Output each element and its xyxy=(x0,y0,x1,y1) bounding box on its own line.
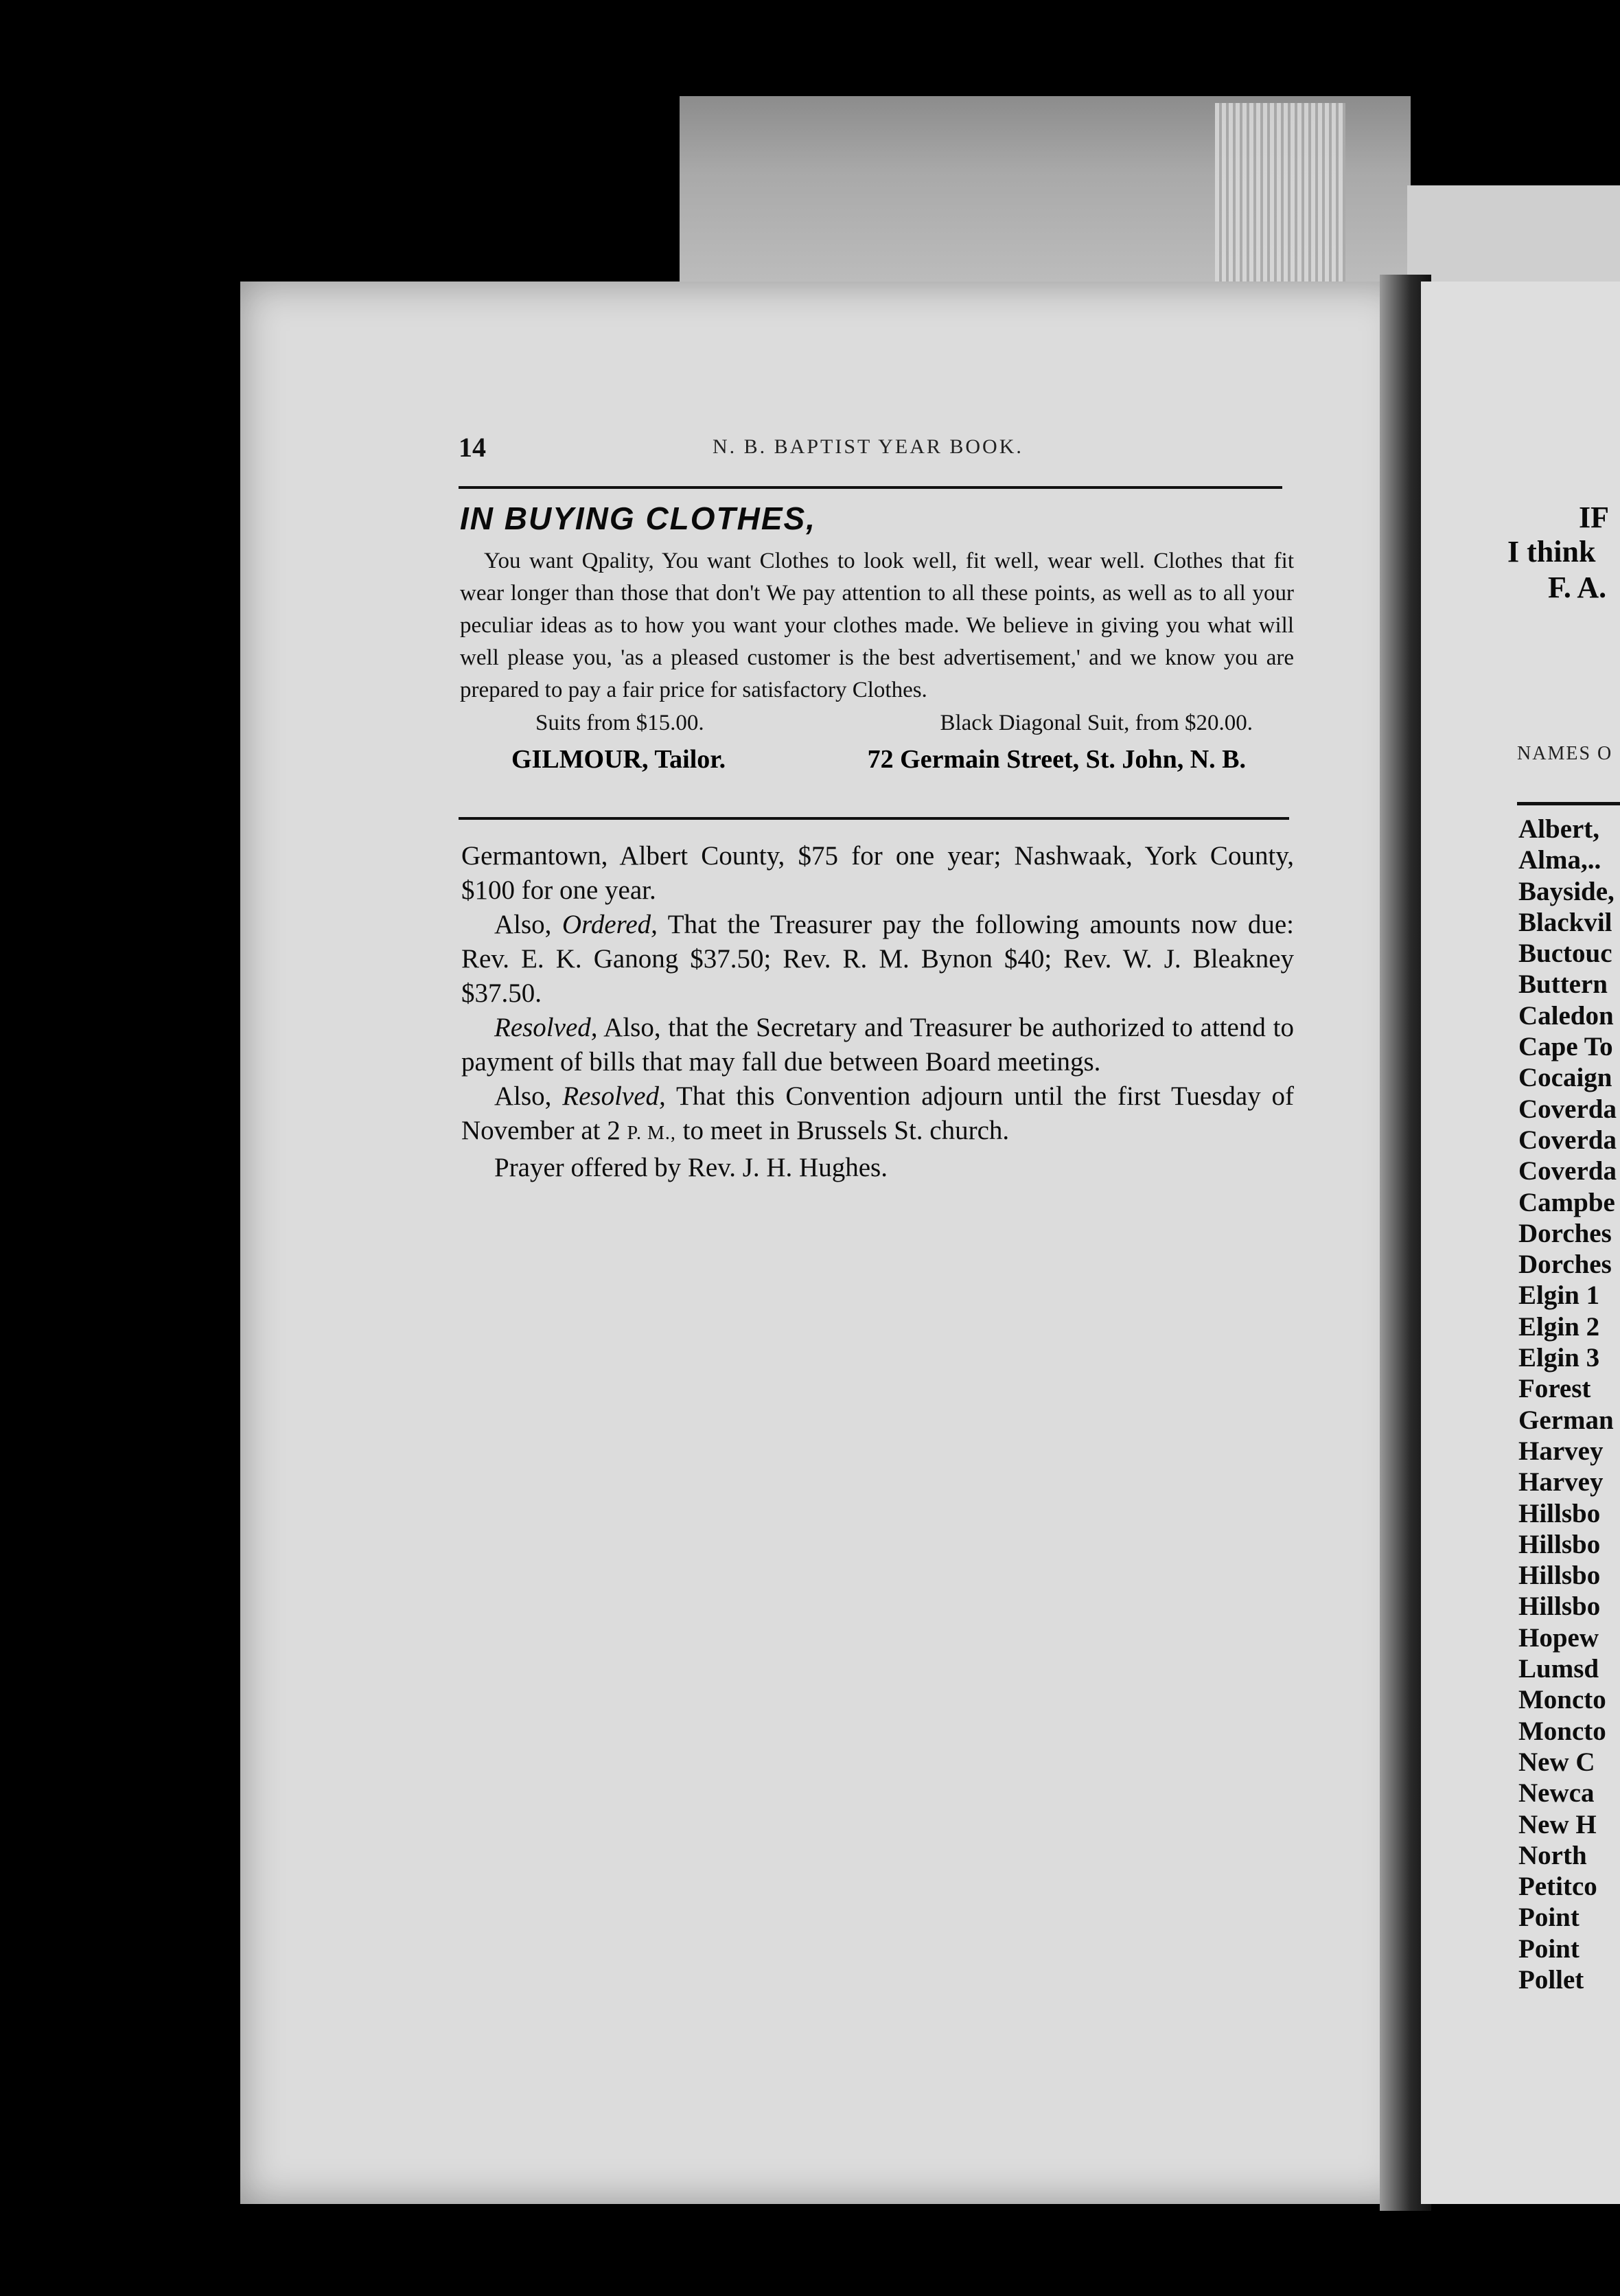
list-item: Cocaign xyxy=(1518,1063,1612,1093)
text-run: That the Treasurer pay the following amounts now due: Rev. E. K. Ganong $37.50; Rev. R. M. Bynon $40; Rev. W. J. Bleakney $37.50. xyxy=(461,910,1295,1008)
list-item: Hopew xyxy=(1518,1622,1599,1653)
background-top-strip xyxy=(1407,185,1620,288)
ad-heading: IN BUYING CLOTHES, xyxy=(460,501,817,536)
right-page-heading-3: F. A. xyxy=(1548,571,1607,604)
text-run: Also, xyxy=(494,1081,552,1111)
list-item: Newca xyxy=(1518,1778,1595,1809)
list-item: New C xyxy=(1518,1747,1595,1777)
rule-bottom xyxy=(459,817,1289,820)
list-item: Lumsd xyxy=(1518,1654,1599,1684)
list-item: Dorches xyxy=(1518,1218,1612,1248)
running-head-title: N. B. BAPTIST YEAR BOOK. xyxy=(713,435,1023,458)
ad-price-black-diagonal: Black Diagonal Suit, from $20.00. xyxy=(940,711,1253,735)
right-page-column-header: NAMES O xyxy=(1517,743,1613,764)
list-item: Cape To xyxy=(1518,1032,1613,1062)
list-item: Forest xyxy=(1518,1374,1591,1404)
list-item: Hillsbo xyxy=(1518,1592,1601,1622)
list-item: Moncto xyxy=(1518,1685,1606,1715)
list-item: Dorches xyxy=(1518,1250,1612,1280)
list-item: Elgin 2 xyxy=(1518,1311,1600,1342)
minutes-paragraph-1: Germantown, Albert County, $75 for one year; Nashwaak, York County, $100 for one year. xyxy=(461,841,1294,905)
list-item: New H xyxy=(1518,1809,1597,1839)
right-page-church-list xyxy=(1518,814,1617,1995)
advertisement xyxy=(460,500,1294,774)
list-item: Moncto xyxy=(1518,1716,1606,1746)
page-number: 14 xyxy=(459,432,486,463)
list-item: Campbe xyxy=(1518,1187,1615,1217)
list-item: Alma,.. xyxy=(1518,845,1601,875)
list-item: German xyxy=(1518,1405,1614,1435)
minutes-paragraph-5: Prayer offered by Rev. J. H. Hughes. xyxy=(494,1153,888,1182)
list-item: Blackvil xyxy=(1518,907,1612,937)
list-item: Pollet xyxy=(1518,1964,1584,1995)
list-item: Elgin 3 xyxy=(1518,1343,1600,1373)
rule-top xyxy=(459,486,1282,489)
list-item: Hillsbo xyxy=(1518,1561,1601,1591)
list-item: Bayside, xyxy=(1518,876,1615,906)
minutes-paragraph-4 xyxy=(461,1079,1294,1151)
ad-signature-address: 72 Germain Street, St. John, N. B. xyxy=(867,745,1246,774)
list-item: Point xyxy=(1518,1933,1579,1964)
text-run-italic: Resolved, xyxy=(562,1081,666,1111)
background-binding-cloth xyxy=(1215,103,1345,282)
ad-signature-name: GILMOUR, Tailor. xyxy=(511,745,726,774)
list-item: Coverda xyxy=(1518,1156,1617,1186)
list-item: Petitco xyxy=(1518,1872,1597,1902)
list-item: Caledon xyxy=(1518,1000,1614,1031)
list-item: Buttern xyxy=(1518,969,1608,1000)
right-page-heading-1: IF xyxy=(1579,501,1609,534)
list-item: Harvey xyxy=(1518,1467,1604,1497)
list-item: Elgin 1 xyxy=(1518,1281,1600,1311)
list-item: Albert, xyxy=(1518,814,1600,844)
list-item: Harvey xyxy=(1518,1436,1604,1466)
text-run-italic: Resolved, xyxy=(494,1013,598,1042)
text-run: Also, xyxy=(494,910,552,939)
text-run-small-caps: P. M., xyxy=(627,1123,676,1144)
minutes-text xyxy=(461,839,1294,1185)
ad-prices xyxy=(535,711,1253,736)
ad-body: You want Qpality, You want Clothes to look well, fit well, wear well. Clothes that fit wear longer than those that don't We pay attention to all these points, as well as to all your peculiar ideas as to how you want your clothes made. We believe in giving you what will well please you, 'as a pleased customer is the best advertisement,' and we know you are prepared to pay a fair price for satisfactory Clothes. xyxy=(460,549,1294,702)
list-item: Point xyxy=(1518,1903,1579,1933)
list-item: Coverda xyxy=(1518,1094,1617,1124)
list-item: North xyxy=(1518,1840,1587,1870)
ad-price-suits: Suits from $15.00. xyxy=(535,711,704,735)
text-run: to meet in Brussels St. church. xyxy=(682,1116,1010,1145)
minutes-paragraph-3 xyxy=(461,1011,1294,1079)
list-item: Coverda xyxy=(1518,1125,1617,1155)
text-run: That this Convention adjourn until the first Tuesday of November at 2 xyxy=(461,1081,1295,1145)
text-run: Also, that the Secretary and Treasurer be authorized to attend to payment of bills that may fall due between Board meetings. xyxy=(461,1013,1294,1077)
text-run-italic: Ordered, xyxy=(562,910,658,939)
list-item: Hillsbo xyxy=(1518,1498,1601,1528)
right-page-rule xyxy=(1517,802,1620,805)
right-page-heading-2: I think xyxy=(1507,535,1596,569)
minutes-paragraph-2 xyxy=(461,908,1294,1011)
list-item: Hillsbo xyxy=(1518,1529,1601,1559)
list-item: Buctouc xyxy=(1518,939,1612,969)
ad-signature xyxy=(511,744,1246,774)
running-head xyxy=(459,431,1289,472)
